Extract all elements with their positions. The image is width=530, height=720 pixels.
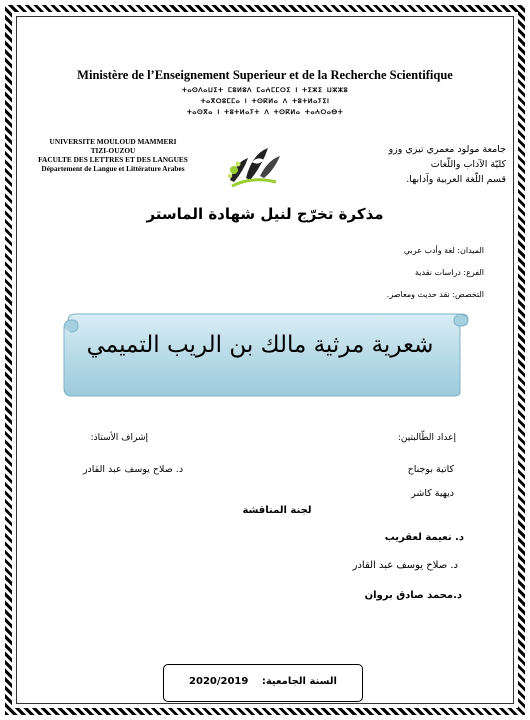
department-name-ar: قسم اللّغة العربية وآدابها. <box>406 174 506 185</box>
department-name-fr: Département de Langue et Littérature Arabes <box>41 164 185 173</box>
student-2: ديهية كاشر <box>411 488 454 499</box>
students-list <box>408 458 454 506</box>
thesis-fields <box>387 240 484 306</box>
university-city-fr: TIZI-OUZOU <box>90 146 136 155</box>
committee-member-2: د. صلاح يوسف عبد القادر <box>352 560 458 571</box>
field-domain: الميدان: لغة وأدب عربي <box>403 246 484 255</box>
faculty-name-fr: FACULTE DES LETTRES ET DES LANGUES <box>38 155 188 164</box>
tifinagh-line-2: ⵜⴰⴳⵔⵓⵎⵎⴰ ⵏ ⵜⵙⴽⵍⴰ ⴷ ⵜⵓⵜⵍⴰⵢⵉⵏ <box>200 97 330 105</box>
ministry-title: Ministère de l’Enseignement Superieur et de la Recherche Scientifique <box>77 68 453 82</box>
tifinagh-line-1: ⵜⴰⵙⴷⴰⵡⵉⵜ ⵎⵓⵍⵓⴷ ⵎⴰⵄⵎⵎⵔⵉ ⵏ ⵜⵉⵣⵉ ⵡⵣⵣⵓ <box>181 86 349 94</box>
thesis-title: شعرية مرثية مالك بن الريب التميمي <box>86 332 434 358</box>
university-fr-block <box>24 137 202 173</box>
tifinagh-line-3: ⵜⴰⵙⴳⴰ ⵏ ⵜⵓⵜⵍⴰⵢⵜ ⴷ ⵜⵙⴽⵍⴰ ⵜⴰⵄⵔⴰⴱⵜ <box>186 108 344 116</box>
committee-member-3: د.محمد صادق بروان <box>364 590 462 601</box>
university-logo <box>222 140 284 192</box>
logo-icon <box>222 140 284 192</box>
students-label: إعداد الطّالبتين: <box>397 433 456 443</box>
university-ar-block <box>389 142 506 187</box>
committee-label: لجنة المناقشة <box>242 505 312 516</box>
student-1: كاتية بوجناح <box>407 464 454 475</box>
university-name-ar: جامعة مولود معمري تيزي وزو <box>388 144 506 155</box>
academic-year-value: 2020/2019 <box>189 676 249 687</box>
thesis-type: مذكرة تخرّج لنيل شهادة الماستر <box>146 205 384 223</box>
supervisor-name: د. صلاح يوسف عبد القادر <box>82 464 184 475</box>
academic-year <box>163 676 363 687</box>
field-specialty: التخصص: نقد حديث ومعاصر. <box>386 290 484 299</box>
university-name-fr: UNIVERSITE MOULOUD MAMMERI <box>49 137 177 146</box>
faculty-name-ar: كليّة الآداب واللّغات <box>430 159 506 170</box>
supervisor-label: إشراف الأستاذ: <box>90 433 148 443</box>
committee-member-1: د. نعيمة لعقريب <box>384 532 464 543</box>
academic-year-label: السنة الجامعية: <box>261 676 337 687</box>
field-branch: الفرع: دراسات نقدية <box>415 268 484 277</box>
